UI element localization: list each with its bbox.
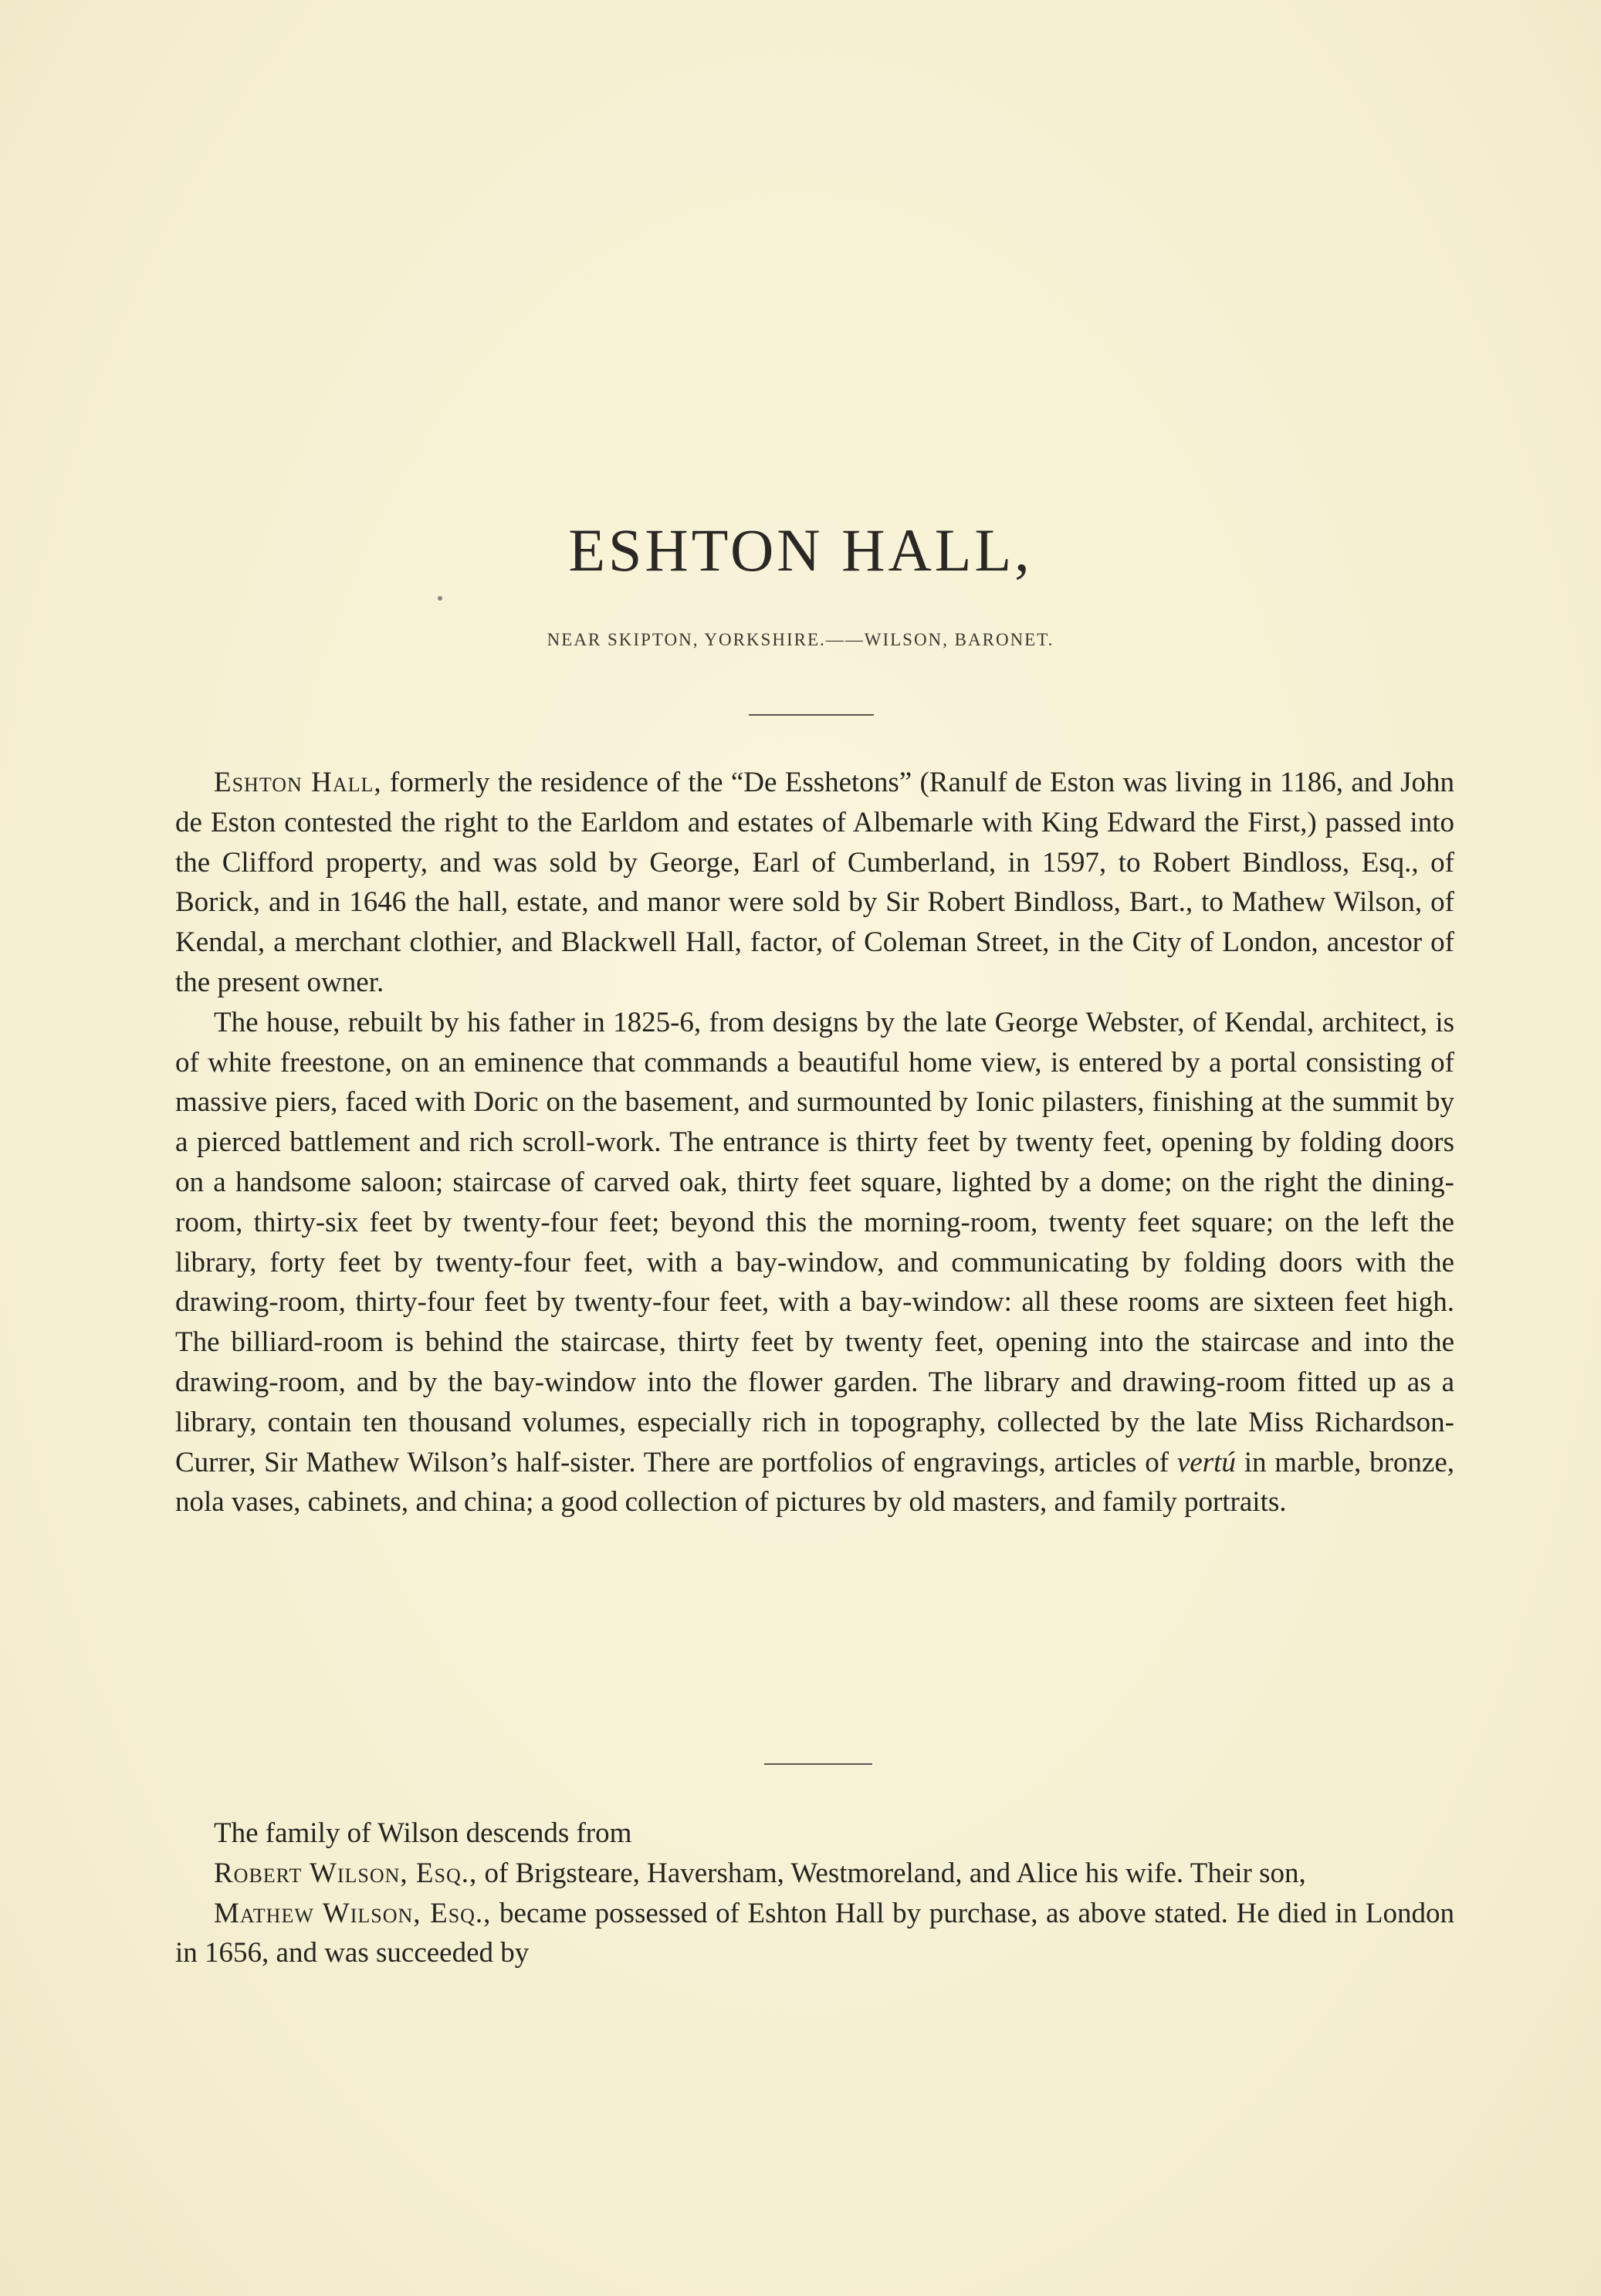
genealogy-section <box>175 1813 1454 1973</box>
paragraph-robert-wilson <box>175 1854 1454 1894</box>
paragraph-text: became possessed of Eshton Hall by purchase, as above stated. He died in London in 1656, and was succeeded by <box>175 1897 1454 1969</box>
paragraph-family-intro <box>175 1813 1454 1854</box>
paragraph-house <box>175 1003 1454 1522</box>
divider-rule <box>764 1763 872 1765</box>
lead-in-name: Eshton Hall, <box>214 767 382 798</box>
paragraph-text: The house, rebuilt by his father in 1825-6, from designs by the late George Webster, of Kendal, architect, is of white freestone, on an eminence that commands a beautiful home view, is entered by a portal consisting of massive piers, faced with Doric on the basement, and surmounted by Ionic pilasters, finishing at the summit by a pierced battlement and rich scroll-work. The entrance is thirty feet by twenty feet, opening by folding doors on a handsome saloon; staircase of carved oak, thirty feet square, lighted by a dome; on the right the dining-room, thirty-six feet by twenty-four feet; beyond this the morning-room, twenty feet square; on the left the library, forty feet by twenty-four feet, with a bay-window, and communicating by folding doors with the drawing-room, thirty-four feet by twenty-four feet, with a bay-window: all these rooms are sixteen feet high. The billiard-room is behind the staircase, thirty feet by twenty feet, opening into the staircase and into the drawing-room, and by the bay-window into the flower garden. The library and drawing-room fitted up as a library, contain ten thousand volumes, especially rich in topography, collected by the late Miss Richardson-Currer, Sir Mathew Wilson’s half-sister. There are portfolios of engravings, articles of <box>175 1006 1454 1478</box>
italic-term: vertú <box>1176 1446 1236 1478</box>
divider-rule <box>749 714 874 716</box>
paragraph-text: of Brigsteare, Haversham, Westmoreland, and Alice his wife. Their son, <box>477 1857 1306 1889</box>
paragraph-mathew-wilson <box>175 1894 1454 1974</box>
paragraph-text: in marble, bronze, nola vases, cabinets, and china; a good collection of pictures by old masters, and family portraits. <box>175 1446 1454 1519</box>
print-speck <box>438 596 442 601</box>
lead-in-name: Mathew Wilson, Esq., <box>214 1897 492 1929</box>
page-title: ESHTON HALL, <box>568 516 1033 584</box>
paragraph-history <box>175 763 1454 1003</box>
page-subtitle: NEAR SKIPTON, YORKSHIRE.——WILSON, BARONET. <box>547 630 1054 649</box>
paragraph-text: The family of Wilson descends from <box>214 1817 632 1849</box>
description-section <box>175 763 1454 1522</box>
paragraph-text: formerly the residence of the “De Esshetons” (Ranulf de Eston was living in 1186, and John de Eston contested the right to the Earldom and estates of Albemarle with King Edward the First,) passed into the Clifford property, and was sold by George, Earl of Cumberland, in 1597, to Robert Bindloss, Esq., of Borick, and in 1646 the hall, estate, and manor were sold by Sir Robert Bindloss, Bart., to Mathew Wilson, of Kendal, a merchant clothier, and Blackwell Hall, factor, of Coleman Street, in the City of London, ancestor of the present owner. <box>175 767 1454 998</box>
lead-in-name: Robert Wilson, Esq., <box>214 1857 478 1889</box>
